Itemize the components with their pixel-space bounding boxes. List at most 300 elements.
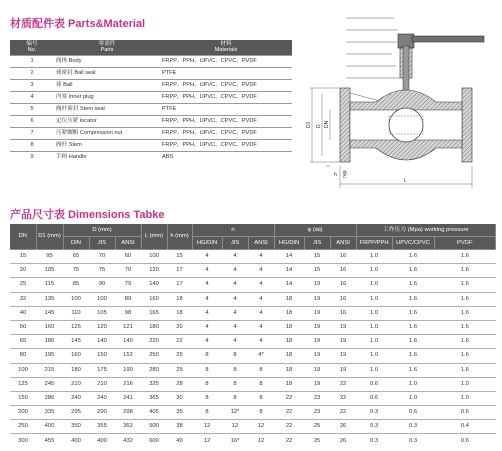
dims-cell: 120 — [89, 320, 115, 334]
dims-cell: 400 — [97, 437, 107, 444]
dims-cell: 18 — [274, 292, 304, 306]
dims-cell: 79 — [115, 278, 141, 292]
dims-cell: 18 — [167, 292, 192, 306]
dims-cell: 1.0 — [356, 264, 392, 278]
dims-cell: 20 — [167, 320, 192, 334]
dims-cell: 4 — [248, 320, 274, 334]
dims-cell: 215 — [36, 363, 63, 377]
dims-cell: 245 — [36, 377, 63, 391]
dims-cell: 1.6 — [434, 250, 495, 264]
dims-row — [10, 391, 496, 405]
dims-cell: 35 — [167, 406, 192, 420]
parts-cell-material: FRPP、PPH、UPVC、CPVC、PVDF — [160, 128, 292, 140]
parts-table — [10, 40, 292, 163]
dims-subheader: DIN — [63, 237, 89, 250]
dims-cell: 18 — [274, 335, 304, 349]
dims-cell: 18 — [167, 306, 192, 320]
parts-cell-no: 2 — [10, 68, 54, 80]
dims-cell: 19 — [304, 349, 330, 363]
dims-cell: 4 — [192, 292, 222, 306]
dims-cell: 240 — [89, 391, 115, 405]
dims-cell: 19 — [304, 306, 330, 320]
dims-cell: 22 — [330, 391, 356, 405]
dims-subheader: ANSI — [248, 237, 274, 250]
dims-cell: 180 — [141, 320, 167, 334]
dims-cell: 16 — [330, 306, 356, 320]
label-h: h — [334, 172, 337, 178]
dims-table-body — [10, 250, 496, 448]
dims-cell: 22 — [330, 406, 356, 420]
dims-row — [10, 349, 496, 363]
dims-cell: 15 — [10, 250, 36, 264]
dims-cell: 8 — [248, 391, 274, 405]
dims-cell: 4 — [248, 335, 274, 349]
dims-cell: 250 — [10, 420, 36, 434]
dims-cell: 8 — [192, 406, 222, 420]
parts-header-no: 编号 No. — [10, 40, 54, 56]
dims-header-n: n — [192, 224, 274, 237]
dims-cell: 152 — [115, 349, 141, 363]
parts-cell-part: 阀杆密封 Stem seal — [54, 104, 160, 116]
dims-cell: 325 — [141, 377, 167, 391]
parts-cell-material: FRPP、PPH、UPVC、CPVC、PVDF — [160, 80, 292, 92]
label-l: L — [404, 178, 407, 184]
dims-cell: 16 — [330, 292, 356, 306]
parts-table-body — [10, 56, 292, 164]
dims-cell: 18 — [274, 363, 304, 377]
dims-cell: 40 — [10, 306, 36, 320]
parts-cell-material: PTFE — [160, 68, 292, 80]
dims-cell: 280 — [36, 391, 63, 405]
dims-cell: 20 — [10, 264, 36, 278]
dims-cell: 362 — [115, 420, 141, 434]
dims-cell: 115 — [36, 278, 63, 292]
dims-cell: 12 — [248, 420, 274, 434]
parts-cell-no: 9 — [30, 153, 34, 160]
dims-row — [10, 420, 496, 434]
parts-cell-part: 球 Ball — [54, 80, 160, 92]
dims-cell: 85 — [63, 278, 89, 292]
dims-cell: 600 — [149, 437, 159, 444]
dims-cell: 19 — [304, 278, 330, 292]
dims-cell: 14 — [274, 250, 304, 264]
dims-header-dn: DN — [10, 224, 36, 250]
dims-cell: 1.0 — [356, 278, 392, 292]
dims-cell: 4 — [248, 292, 274, 306]
dims-cell: 1.6 — [392, 278, 434, 292]
dims-cell: 1.6 — [392, 363, 434, 377]
dims-cell: 19 — [304, 320, 330, 334]
dims-cell: 1.6 — [434, 320, 495, 334]
dims-cell: 295 — [63, 406, 89, 420]
parts-cell-no: 4 — [10, 92, 54, 104]
dims-cell: 4* — [248, 349, 274, 363]
dims-cell: 18 — [274, 320, 304, 334]
dims-cell: 1.6 — [392, 349, 434, 363]
dims-cell: 19 — [304, 377, 330, 391]
dims-cell: 26 — [330, 420, 356, 434]
dims-row — [10, 406, 496, 420]
dims-cell: 25 — [167, 349, 192, 363]
dims-cell: 1.6 — [434, 349, 495, 363]
parts-header-parts: 零部件 Parts — [54, 40, 160, 56]
dims-cell: 8 — [248, 363, 274, 377]
dims-cell: 16 — [330, 278, 356, 292]
dims-cell: 145 — [36, 306, 63, 320]
dims-cell: 14 — [274, 264, 304, 278]
dims-subheader: JIS — [304, 237, 330, 250]
dims-cell: 19 — [304, 335, 330, 349]
dims-cell: 17 — [167, 264, 192, 278]
dims-cell: 25 — [10, 278, 36, 292]
dims-cell: 140 — [89, 335, 115, 349]
dims-cell: 1.0 — [356, 335, 392, 349]
dims-cell: 60 — [115, 250, 141, 264]
dims-cell: 22 — [330, 377, 356, 391]
parts-cell-part: 压紧螺帽 Compression nut — [54, 128, 160, 140]
dims-cell: 120 — [141, 264, 167, 278]
dims-cell: 4 — [192, 320, 222, 334]
dims-cell: 0.4 — [434, 420, 495, 434]
dims-cell: 355 — [89, 420, 115, 434]
dims-cell: 65 — [63, 250, 89, 264]
dims-cell: 160 — [63, 349, 89, 363]
dims-cell: 1.0 — [356, 306, 392, 320]
dims-cell: 8 — [248, 377, 274, 391]
dims-cell: 25 — [167, 363, 192, 377]
dims-cell: 290 — [89, 406, 115, 420]
dims-cell: 0.3 — [356, 406, 392, 420]
dims-cell: 1.0 — [356, 250, 392, 264]
dims-cell: 0.6 — [434, 406, 495, 420]
dims-row — [10, 434, 496, 448]
dims-cell: 80 — [10, 349, 36, 363]
dims-cell: 4 — [222, 264, 248, 278]
dims-cell: 110 — [63, 306, 89, 320]
dims-cell: 98 — [115, 306, 141, 320]
parts-row — [10, 80, 292, 92]
dims-cell: 1.0 — [392, 391, 434, 405]
parts-table-header — [10, 40, 292, 56]
dims-row — [10, 320, 496, 334]
dims-subheader: ANSI — [330, 237, 356, 250]
dims-cell: 125 — [63, 320, 89, 334]
dims-cell: 4 — [222, 292, 248, 306]
dims-cell: 8 — [192, 391, 222, 405]
dims-cell: 1.6 — [392, 250, 434, 264]
dims-cell: 160 — [141, 292, 167, 306]
parts-cell-part: 手柄 Handle — [56, 153, 87, 160]
dims-cell: 298 — [115, 406, 141, 420]
dims-cell: 335 — [36, 406, 63, 420]
dims-cell: 18 — [274, 377, 304, 391]
dims-cell: 1.6 — [434, 306, 495, 320]
dims-cell: 220 — [141, 335, 167, 349]
parts-cell-no: 6 — [10, 116, 54, 128]
dims-cell: 28 — [167, 377, 192, 391]
dims-cell: 125 — [10, 377, 36, 391]
dims-cell: 1.0 — [356, 292, 392, 306]
dims-subheader: FRPP/PPH — [356, 237, 392, 250]
parts-cell-no: 8 — [10, 140, 54, 152]
parts-cell-part: 阀体 Body — [54, 56, 160, 68]
dims-cell: 65 — [10, 335, 36, 349]
dims-cell: 19 — [330, 349, 356, 363]
dims-cell: 19 — [330, 335, 356, 349]
dims-cell: 8 — [222, 363, 248, 377]
dims-header-row-1 — [10, 224, 496, 237]
dims-cell: 25 — [304, 420, 330, 434]
dims-cell: 12* — [222, 406, 248, 420]
dims-cell: 16 — [330, 250, 356, 264]
dims-cell: 0.6 — [356, 377, 392, 391]
dims-cell: 38 — [167, 420, 192, 434]
dims-cell: 210 — [89, 377, 115, 391]
dims-subheader: PVDF — [434, 237, 495, 250]
dims-row — [10, 335, 496, 349]
dims-subheader: HG/DIN — [192, 237, 222, 250]
dims-cell: 4 — [192, 306, 222, 320]
dims-cell: 1.0 — [356, 349, 392, 363]
valve-body — [340, 88, 472, 162]
dims-cell: 19 — [330, 363, 356, 377]
parts-cell-material: FRPP、PPH、UPVC、CPVC、PVDF — [160, 140, 292, 152]
materials-title: 材质配件表 Parts&Material — [10, 18, 146, 30]
dims-cell: 0.6 — [392, 406, 434, 420]
dims-cell: 15 — [304, 264, 330, 278]
dims-cell: 180 — [36, 335, 63, 349]
dims-cell: 400 — [36, 420, 63, 434]
dims-cell: 455 — [44, 437, 55, 444]
dims-header-phi: φ (㎜) — [274, 224, 356, 237]
dims-row — [10, 292, 496, 306]
dims-subheader: ANSI — [115, 237, 141, 250]
dims-cell: 8 — [222, 391, 248, 405]
dims-cell: 19 — [304, 292, 330, 306]
dims-cell: 12 — [257, 437, 265, 444]
dims-cell: 16* — [230, 437, 240, 444]
dims-cell: 40 — [176, 437, 183, 444]
parts-row — [10, 68, 292, 80]
dims-cell: 32 — [10, 292, 36, 306]
dims-cell: 100 — [63, 292, 89, 306]
dims-cell: 175 — [89, 363, 115, 377]
dims-cell: 12 — [222, 420, 248, 434]
dims-cell: 135 — [36, 292, 63, 306]
dims-cell: 4 — [192, 250, 222, 264]
parts-cell-no: 1 — [10, 56, 54, 68]
dims-cell: 1.6 — [392, 264, 434, 278]
dims-cell: 365 — [141, 391, 167, 405]
dims-cell: 180 — [63, 363, 89, 377]
dims-cell: 15 — [304, 250, 330, 264]
dims-cell: 4 — [222, 278, 248, 292]
dims-cell: 1.6 — [434, 363, 495, 377]
parts-cell-material: FRPP、PPH、UPVC、CPVC、PVDF — [160, 56, 292, 68]
parts-cell-part: 定位压紧 locator — [54, 116, 160, 128]
parts-cell-material: FRPP、PPH、UPVC、CPVC、PVDF — [160, 116, 292, 128]
dims-cell: 89 — [115, 292, 141, 306]
dims-cell: 15 — [167, 250, 192, 264]
parts-row — [10, 140, 292, 152]
parts-cell-no: 3 — [10, 80, 54, 92]
dims-header-working-pressure: 工作压力 (Mpa) working pressure — [356, 224, 495, 237]
dims-subheader: JIS — [222, 237, 248, 250]
parts-cell-material: ABS — [162, 153, 174, 160]
dims-cell: 18 — [274, 349, 304, 363]
dims-header-h: h (mm) — [167, 224, 192, 250]
dims-cell: 1.0 — [434, 391, 495, 405]
label-dn: DN — [324, 120, 330, 128]
dims-cell: 4 — [192, 278, 222, 292]
dims-cell: 4 — [222, 335, 248, 349]
dims-cell: 200 — [10, 406, 36, 420]
dims-row — [10, 377, 496, 391]
dims-cell: 1.6 — [434, 278, 495, 292]
dims-cell: 0.3 — [370, 437, 379, 444]
dims-row — [10, 306, 496, 320]
dimensions-title: 产品尺寸表 Dimensions Tabke — [10, 209, 165, 221]
dims-cell: 190 — [115, 363, 141, 377]
dims-cell: 22 — [285, 437, 293, 444]
label-d1: D1 — [306, 121, 312, 128]
dims-header-d: D (mm) — [63, 224, 141, 237]
dims-cell: 4 — [248, 278, 274, 292]
dims-cell: 210 — [63, 377, 89, 391]
dims-cell: 4 — [222, 250, 248, 264]
dims-cell: 100 — [141, 250, 167, 264]
dims-cell: 1.6 — [434, 292, 495, 306]
dims-cell: 100 — [89, 292, 115, 306]
dims-cell: 241 — [115, 391, 141, 405]
dims-cell: 150 — [89, 349, 115, 363]
valve-handle — [398, 34, 484, 48]
parts-row — [10, 116, 292, 128]
dims-header-d1: D1 (mm) — [36, 224, 63, 250]
dims-cell: 19 — [304, 363, 330, 377]
dims-cell: 70 — [115, 264, 141, 278]
dims-cell: 30 — [167, 391, 192, 405]
dims-row — [10, 278, 496, 292]
dimensions-table — [10, 224, 496, 448]
dims-cell: 12 — [203, 437, 211, 444]
dims-cell: 105 — [36, 264, 63, 278]
dims-cell: 4 — [248, 306, 274, 320]
dims-cell: 70 — [89, 250, 115, 264]
dims-cell: 300 — [18, 437, 28, 444]
dims-cell: 8 — [248, 406, 274, 420]
dims-cell: 22 — [167, 335, 192, 349]
dims-header-row-2 — [10, 237, 496, 250]
parts-cell-part: 球密封 Ball seal — [54, 68, 160, 80]
parts-cell-no: 5 — [10, 104, 54, 116]
dims-cell: 18 — [274, 306, 304, 320]
parts-cell-no: 7 — [10, 128, 54, 140]
dims-subheader: UPVC/CPVC — [392, 237, 434, 250]
dims-cell: 1.0 — [356, 363, 392, 377]
dims-cell: 25 — [313, 437, 321, 444]
dims-subheader: JIS — [89, 237, 115, 250]
dims-row — [10, 250, 496, 264]
parts-row — [10, 128, 292, 140]
dims-cell: 1.6 — [434, 335, 495, 349]
parts-cell-material: PTFE — [160, 104, 292, 116]
dims-cell: 4 — [222, 320, 248, 334]
dims-cell: 165 — [141, 306, 167, 320]
dims-cell: 1.6 — [392, 320, 434, 334]
dims-cell: 23 — [304, 406, 330, 420]
dims-cell: 250 — [141, 349, 167, 363]
dims-cell: 1.6 — [392, 335, 434, 349]
parts-cell-part: 内塞 Inner plug — [54, 92, 160, 104]
parts-row — [10, 104, 292, 116]
dims-cell: 8 — [222, 349, 248, 363]
dims-cell: 14 — [274, 278, 304, 292]
parts-header-materials: 材料 Materials — [160, 40, 292, 56]
dims-cell: 90 — [89, 278, 115, 292]
dims-subheader: HG/DIN — [274, 237, 304, 250]
dims-cell: 0.3 — [356, 420, 392, 434]
dims-cell: 1.6 — [392, 292, 434, 306]
parts-cell-material: FRPP、PPH、UPVC、CPVC、PVDF — [160, 92, 292, 104]
dims-cell: 17 — [167, 278, 192, 292]
dims-cell: 432 — [123, 437, 133, 444]
dims-cell: 0.3 — [392, 420, 434, 434]
dims-cell: 22 — [274, 406, 304, 420]
dims-cell: 405 — [141, 406, 167, 420]
dims-cell: 160 — [36, 320, 63, 334]
dims-cell: 26 — [339, 437, 347, 444]
dims-cell: 195 — [36, 349, 63, 363]
dims-cell: 22 — [274, 420, 304, 434]
dims-cell: 95 — [36, 250, 63, 264]
dims-cell: 500 — [141, 420, 167, 434]
dims-cell: 75 — [63, 264, 89, 278]
dims-cell: 75 — [89, 264, 115, 278]
dims-cell: 140 — [115, 335, 141, 349]
dims-cell: 22 — [274, 391, 304, 405]
dims-cell: 140 — [141, 278, 167, 292]
dims-cell: 1.0 — [356, 320, 392, 334]
dims-cell: 0.6 — [356, 391, 392, 405]
dims-cell: 350 — [63, 420, 89, 434]
dims-cell: 0.6 — [460, 437, 469, 444]
parts-row — [10, 56, 292, 68]
dims-cell: 16 — [330, 264, 356, 278]
dims-cell: 8 — [192, 377, 222, 391]
dims-cell: 0.3 — [409, 437, 418, 444]
label-n-phi: n-φ — [342, 170, 348, 178]
dims-header-l: L (mm) — [141, 224, 167, 250]
dims-cell: 1.0 — [434, 377, 495, 391]
label-d: D — [316, 124, 322, 128]
dims-cell: 8 — [192, 349, 222, 363]
dims-cell: 400 — [71, 437, 81, 444]
dims-cell: 19 — [330, 320, 356, 334]
dims-cell: 4 — [192, 264, 222, 278]
dims-cell: 121 — [115, 320, 141, 334]
dims-cell: 280 — [141, 363, 167, 377]
dims-row — [10, 264, 496, 278]
dims-cell: 145 — [63, 335, 89, 349]
dims-cell: 8 — [222, 377, 248, 391]
dims-cell: 1.0 — [392, 377, 434, 391]
dims-cell: 240 — [63, 391, 89, 405]
dims-cell: 1.6 — [392, 306, 434, 320]
dims-cell: 23 — [304, 391, 330, 405]
parts-row — [10, 152, 292, 164]
parts-cell-part: 阀杆 Stem — [54, 140, 160, 152]
